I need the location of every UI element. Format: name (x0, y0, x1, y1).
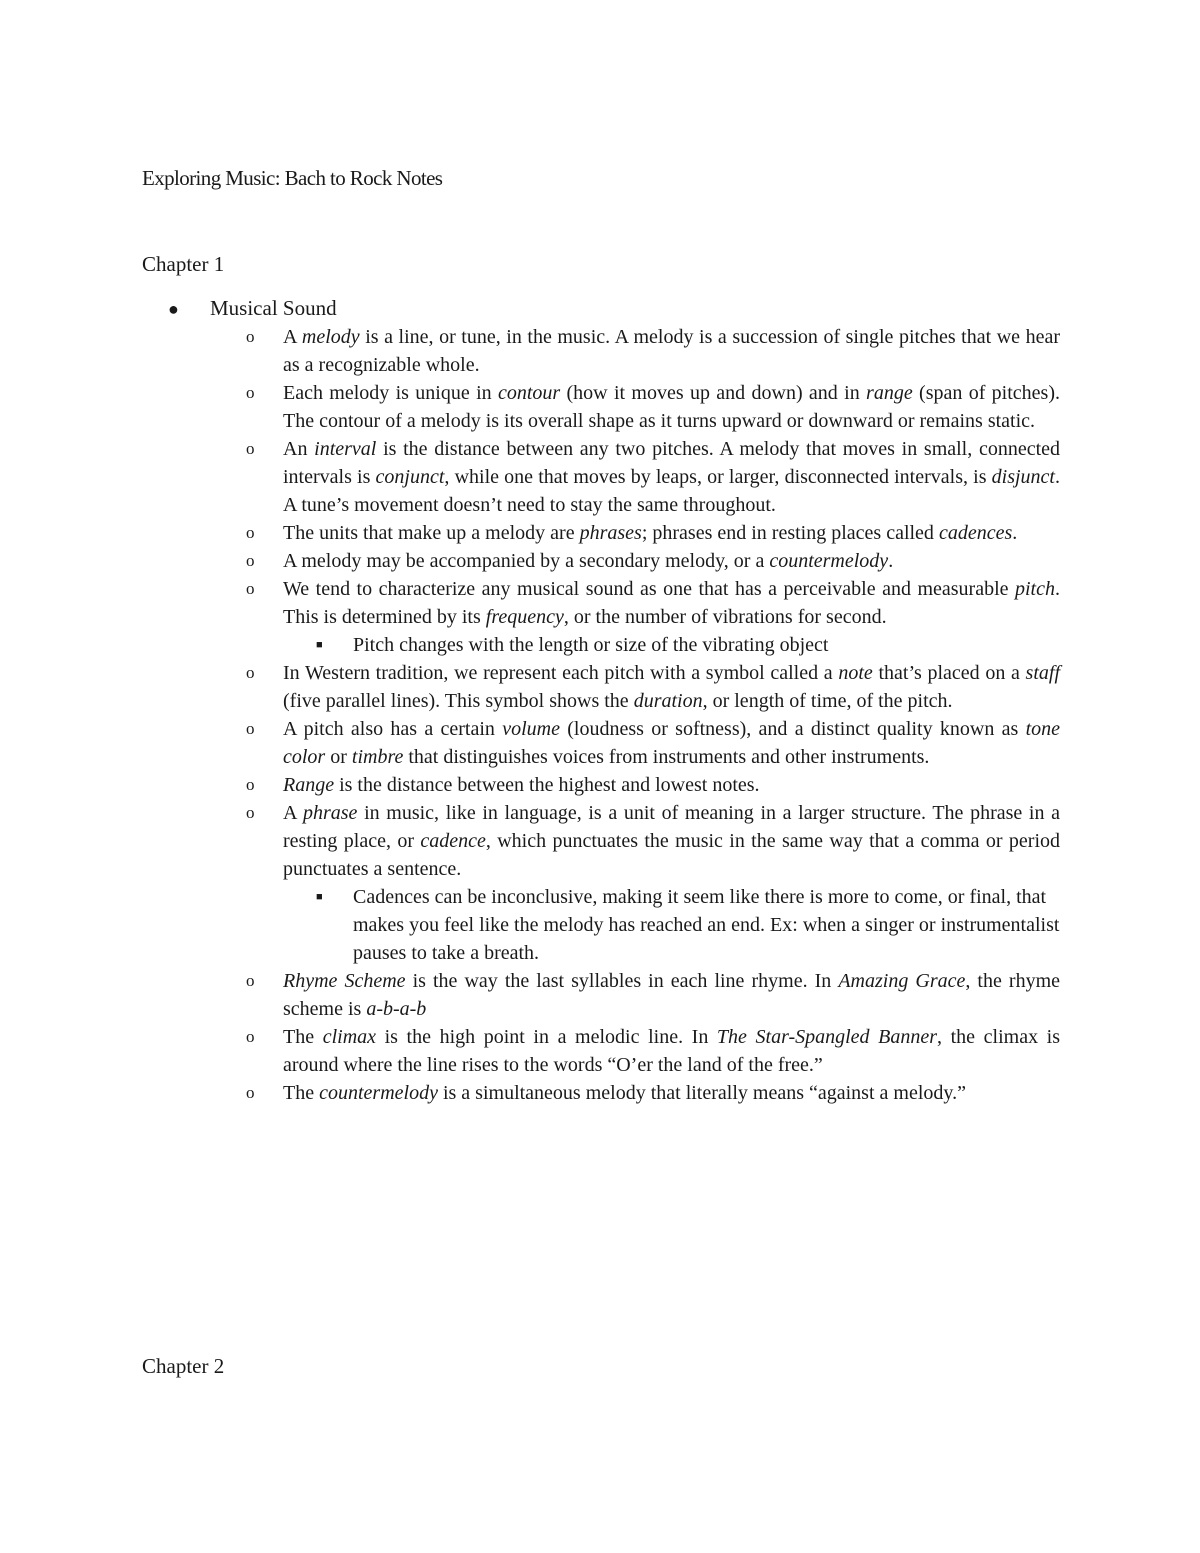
note-item (246, 379, 1060, 435)
chapter-1-heading: Chapter 1 (142, 252, 225, 276)
note-text: A phrase in music, like in language, is a unit of meaning in a larger structure. The phrase in a resting place, or cadence, which punctuates the music in the same way that a comma or period punctuates a sentence. (283, 802, 1060, 880)
topic-label: Musical Sound (210, 296, 337, 320)
note-item (246, 967, 1060, 1023)
emphasized-term: conjunct (375, 466, 445, 488)
square-bullet-icon: ■ (316, 891, 323, 903)
note-item (246, 547, 1060, 575)
circle-outline-bullet-icon: o (246, 971, 255, 990)
note-item (246, 435, 1060, 519)
note-item (246, 659, 1060, 715)
emphasized-term: contour (497, 382, 561, 404)
note-text: We tend to characterize any musical sound as one that has a perceivable and measurable pitch. This is determined by its frequency, or the number of vibrations for second. (283, 578, 1060, 628)
circle-outline-bullet-icon: o (246, 327, 255, 346)
circle-outline-bullet-icon: o (246, 803, 255, 822)
sub-note-text: Cadences can be inconclusive, making it seem like there is more to come, or final, that makes you feel like the melody has reached an end. Ex: when a singer or instrumentalist pauses to take a breath. (353, 886, 1060, 964)
emphasized-term: range (866, 382, 913, 404)
circle-outline-bullet-icon: o (246, 719, 255, 738)
emphasized-term: cadences (938, 522, 1013, 544)
chapter-2-heading: Chapter 2 (142, 1354, 225, 1378)
note-item (246, 1023, 1060, 1079)
sub-note-item (316, 883, 1060, 967)
notes-list (168, 323, 1060, 1107)
emphasized-term: countermelody (319, 1082, 438, 1104)
square-bullet-icon: ■ (316, 639, 323, 651)
emphasized-term: staff (1025, 662, 1060, 684)
note-item (246, 519, 1060, 547)
note-item (246, 575, 1060, 631)
circle-outline-bullet-icon: o (246, 551, 255, 570)
emphasized-term: interval (314, 438, 377, 460)
circle-outline-bullet-icon: o (246, 383, 255, 402)
note-text: A pitch also has a certain volume (loudness or softness), and a distinct quality known as tone color or timbre that distinguishes voices from instruments and other instruments. (283, 718, 1060, 768)
emphasized-term: Rhyme Scheme (283, 970, 406, 992)
emphasized-term: disjunct (991, 466, 1055, 488)
circle-outline-bullet-icon: o (246, 1083, 255, 1102)
note-item (246, 799, 1060, 883)
note-text: Each melody is unique in contour (how it moves up and down) and in range (span of pitches). The contour of a melody is its overall shape as it turns upward or downward or remains static. (283, 382, 1060, 432)
note-text: The climax is the high point in a melodic line. In The Star-Spangled Banner, the climax is around where the line rises to the words “O’er the land of the free.” (283, 1026, 1061, 1076)
emphasized-term: note (838, 662, 873, 684)
note-text: Range is the distance between the highest and lowest notes. (283, 774, 760, 796)
emphasized-term: volume (502, 718, 560, 740)
sub-note-text: Pitch changes with the length or size of the vibrating object (353, 634, 829, 656)
circle-outline-bullet-icon: o (246, 775, 255, 794)
circle-outline-bullet-icon: o (246, 1027, 255, 1046)
note-text: Rhyme Scheme is the way the last syllables in each line rhyme. In Amazing Grace, the rhyme scheme is a-b-a-b (283, 970, 1060, 1020)
document-title: Exploring Music: Bach to Rock Notes (142, 166, 443, 190)
note-item (246, 1079, 1060, 1107)
emphasized-term: climax (322, 1026, 377, 1048)
emphasized-term: pitch (1015, 578, 1055, 600)
emphasized-term: melody (301, 326, 360, 348)
circle-outline-bullet-icon: o (246, 523, 255, 542)
emphasized-term: phrase (302, 802, 358, 824)
emphasized-term: tone color (283, 718, 1060, 768)
emphasized-term: phrases (579, 522, 642, 544)
topic-row (168, 294, 1060, 323)
circle-outline-bullet-icon: o (246, 663, 255, 682)
note-text: An interval is the distance between any two pitches. A melody that moves in small, connected intervals is conjunct, while one that moves by leaps, or larger, disconnected intervals, is disjunct. A tune’s movement doesn’t need to stay the same throughout. (283, 438, 1061, 516)
note-text: The countermelody is a simultaneous melody that literally means “against a melody.” (283, 1082, 966, 1104)
note-item (246, 715, 1060, 771)
emphasized-term: cadence (420, 830, 486, 852)
topic-musical-sound (168, 294, 1060, 1107)
emphasized-term: The Star-Spangled Banner (716, 1026, 938, 1048)
emphasized-term: a-b-a-b (366, 998, 427, 1020)
note-text: A melody may be accompanied by a secondary melody, or a countermelody. (283, 550, 894, 572)
note-text: In Western tradition, we represent each pitch with a symbol called a note that’s placed on a staff (five parallel lines). This symbol shows the duration, or length of time, of the pitch. (283, 662, 1060, 712)
emphasized-term: frequency (485, 606, 564, 628)
note-item (246, 323, 1060, 379)
emphasized-term: timbre (351, 746, 404, 768)
sub-note-item (316, 631, 1060, 659)
emphasized-term: Amazing Grace (838, 970, 966, 992)
note-text: A melody is a line, or tune, in the music. A melody is a succession of single pitches that we hear as a recognizable whole. (283, 326, 1061, 376)
note-item (246, 771, 1060, 799)
filled-circle-bullet-icon: ● (168, 299, 179, 319)
emphasized-term: duration (633, 690, 703, 712)
emphasized-term: countermelody (769, 550, 889, 572)
circle-outline-bullet-icon: o (246, 579, 255, 598)
note-text: The units that make up a melody are phrases; phrases end in resting places called cadences. (283, 522, 1018, 544)
emphasized-term: Range (283, 774, 335, 796)
circle-outline-bullet-icon: o (246, 439, 255, 458)
